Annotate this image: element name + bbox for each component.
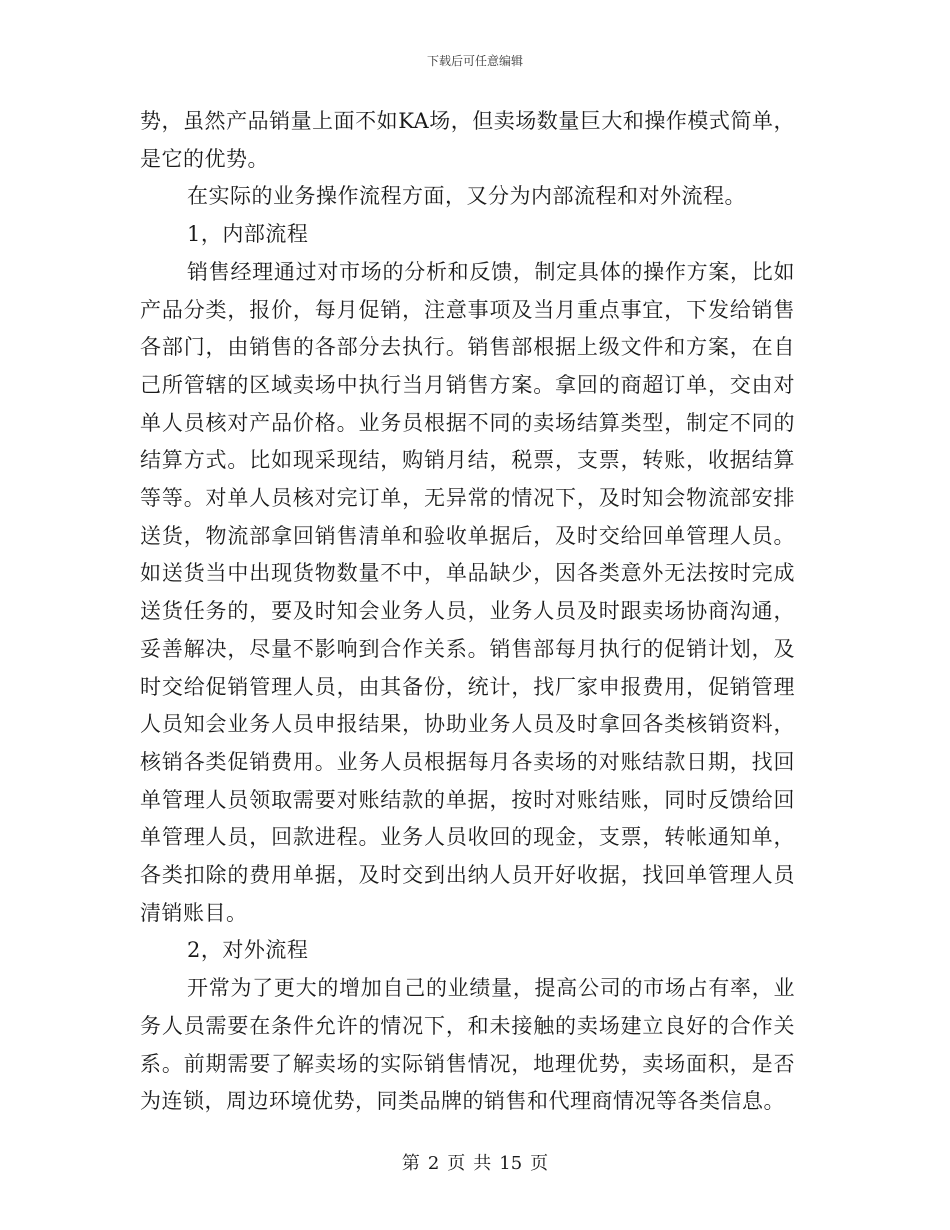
header-note: 下载后可任意编辑 <box>426 54 523 68</box>
paragraph: 势，虽然产品销量上面不如KA场，但卖场数量巨大和操作模式简单，是它的优势。 <box>140 109 795 171</box>
page-header <box>0 53 950 69</box>
page-label-suffix: 页 <box>447 1153 466 1174</box>
total-label-suffix: 页 <box>530 1153 549 1174</box>
total-label: 共 <box>473 1153 492 1174</box>
total-pages-number: 15 <box>499 1153 523 1174</box>
page-label: 第 <box>401 1153 420 1174</box>
page-footer <box>0 1153 950 1175</box>
paragraph: 开常为了更大的增加自己的业绩量，提高公司的市场占有率，业务人员需要在条件允许的情况下，和未接触的卖场建立良好的合作关系。前期需要了解卖场的实际销售情况，地理优势，卖场面积，是否为连锁，周边环境优势，同类品牌的销售和代理商情况等各类信息。 <box>140 976 795 1114</box>
section-heading: 1，内部流程 <box>187 222 309 247</box>
section-heading: 2，对外流程 <box>187 938 309 963</box>
paragraph: 销售经理通过对市场的分析和反馈，制定具体的操作方案，比如产品分类，报价，每月促销，注意事项及当月重点事宜，下发给销售各部门，由销售的各部分去执行。销售部根据上级文件和方案，在自己所管辖的区域卖场中执行当月销售方案。拿回的商超订单，交由对单人员核对产品价格。业务员根据不同的卖场结算类型，制定不同的结算方式。比如现采现结，购销月结，税票，支票，转账，收据结算等等。对单人员核对完订单，无异常的情况下，及时知会物流部安排送货，物流部拿回销售清单和验收单据后，及时交给回单管理人员。如送货当中出现货物数量不中，单品缺少，因各类意外无法按时完成送货任务的，要及时知会业务人员，业务人员及时跟卖场协商沟通，妥善解决，尽量不影响到合作关系。销售部每月执行的促销计划，及时交给促销管理人员，由其备份，统计，找厂家申报费用，促销管理人员知会业务人员申报结果，协助业务人员及时拿回各类核销资料，核销各类促销费用。业务人员根据每月各卖场的对账结款日期，找回单管理人员领取需要对账结款的单据，按时对账结账，同时反馈给回单管理人员，回款进程。业务人员收回的现金，支票，转帐通知单，各类扣除的费用单据，及时交到出纳人员开好收据，找回单管理人员清销账目。 <box>140 259 795 925</box>
document-body <box>140 103 795 1121</box>
paragraph: 在实际的业务操作流程方面，又分为内部流程和对外流程。 <box>187 184 746 209</box>
current-page-number: 2 <box>427 1153 440 1174</box>
